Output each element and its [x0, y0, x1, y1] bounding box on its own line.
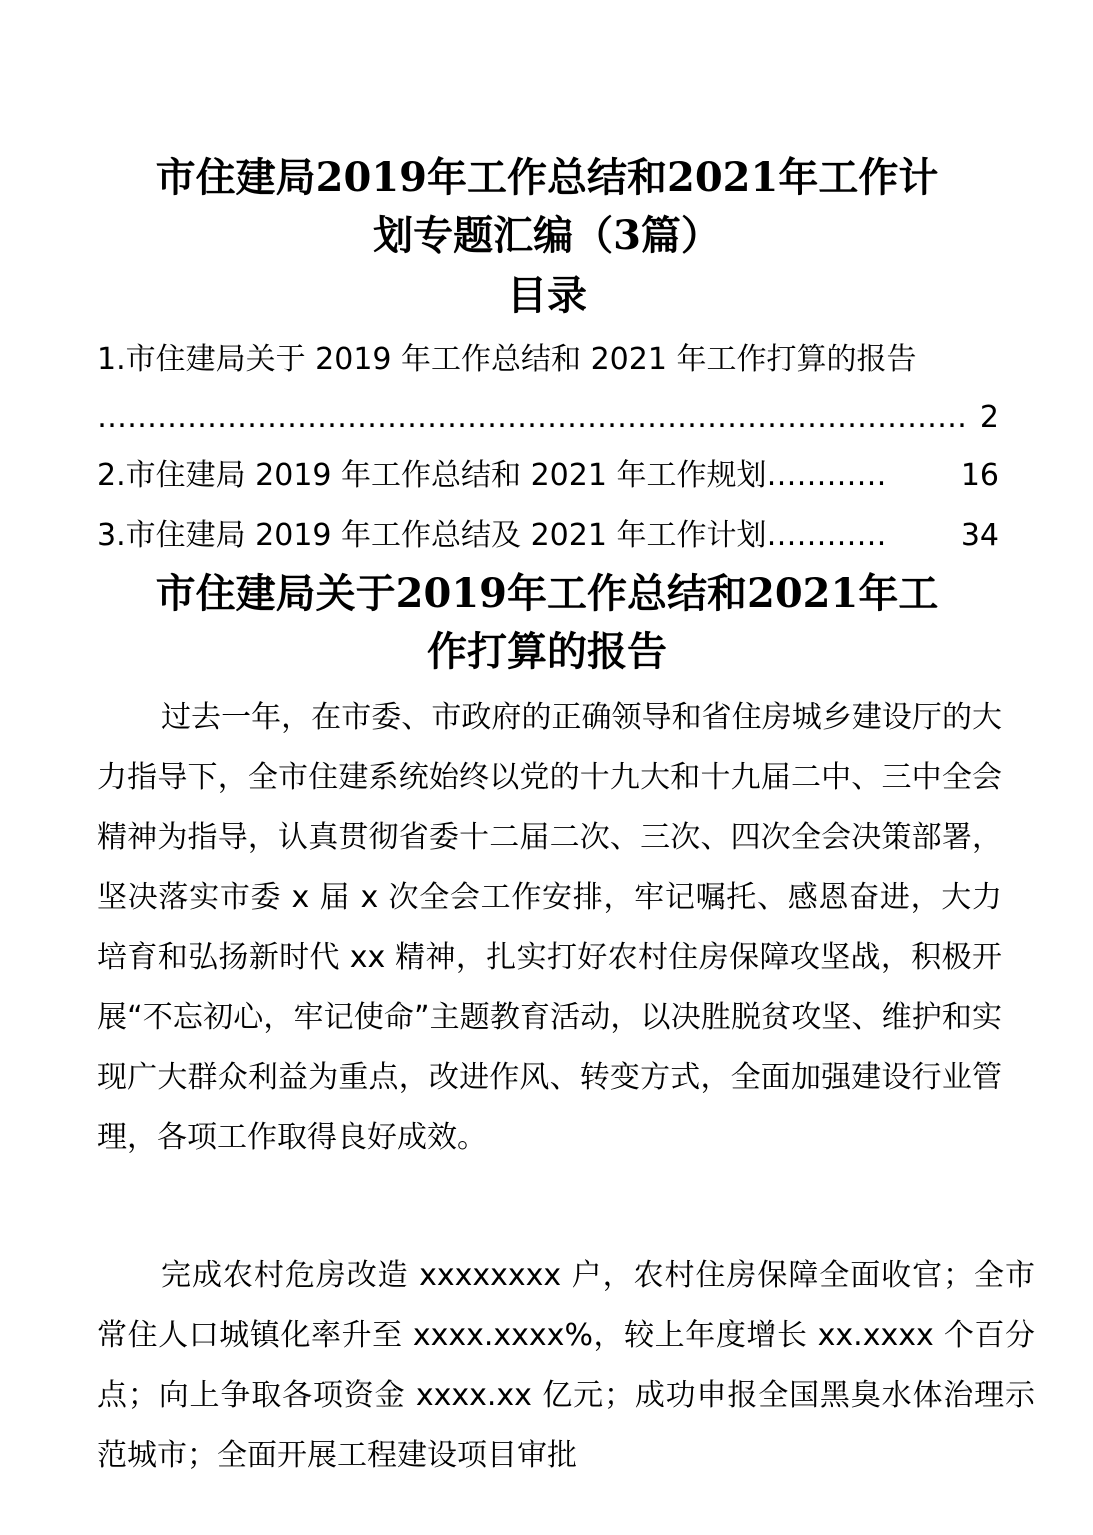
toc-entry-3[interactable] [97, 516, 999, 556]
body-paragraph-2: 完成农村危房改造 xxxxxxxx 户，农村住房保障全面收官；全市常住人口城镇化率升至 xxxx.xxxx%，较上年度增长 xx.xxxx 个百分点；向上争取各项资金 xxxx.xx 亿元；成功申报全国黑臭水体治理示范城市；全面开展工程建设项目审批 [97, 1258, 1035, 1473]
title-text: 篇） [640, 213, 721, 259]
compilation-title-line1 [97, 150, 997, 206]
toc-entry-label: 2.市住建局 2019 年工作总结和 2021 年工作规划 [97, 458, 767, 493]
title-text: 市住建局 [155, 155, 316, 201]
toc-page-number: 34 [960, 518, 999, 553]
toc-heading: 目录 [507, 273, 587, 319]
title-number: 3 [613, 212, 641, 259]
toc-page-number: 16 [960, 458, 999, 493]
title-text: 年工作总结和 [507, 571, 747, 617]
compilation-title-line2 [97, 208, 997, 264]
title-year: 2019 [315, 154, 427, 201]
toc-dots: ………… [766, 458, 887, 493]
title-text: 年工作总结和 [427, 155, 667, 201]
title-year: 2019 [395, 570, 507, 617]
toc-entry-1-title[interactable]: 1.市住建局关于 2019 年工作总结和 2021 年工作打算的报告 [97, 342, 917, 377]
toc-entry-1-leader[interactable] [97, 398, 999, 438]
toc-dots: ………… [766, 518, 887, 553]
body-paragraph-1: 过去一年，在市委、市政府的正确领导和省住房城乡建设厅的大力指导下，全市住建系统始终以党的十九大和十九届二中、三中全会精神为指导，认真贯彻省委十二届二次、三次、四次全会决策部署，坚决落实市委 x 届 x 次全会工作安排，牢记嘱托、感恩奋进，大力培育和弘扬新时代 xx 精神，扎实打好农村住房保障攻坚战，积极开展“不忘初心，牢记使命”主题教育活动，以决胜脱贫攻坚、维护和实现广大群众利益为重点，改进作风、转变方式，全面加强建设行业管理，各项工作取得良好成效。 [97, 700, 1002, 1155]
article-title-line1 [97, 566, 997, 622]
article-title-line2: 作打算的报告 [427, 629, 667, 675]
title-text: 市住建局关于 [155, 571, 396, 617]
toc-dots: …………………………………………………………………………… [97, 400, 967, 435]
title-year: 2021 [747, 570, 859, 617]
title-text: 年工 [858, 571, 939, 617]
title-year: 2021 [667, 154, 779, 201]
toc-entry-label: 3.市住建局 2019 年工作总结及 2021 年工作计划 [97, 518, 767, 553]
title-text: 划专题汇编（ [373, 213, 614, 259]
toc-entry-2[interactable] [97, 456, 999, 496]
toc-page-number: 2 [979, 400, 999, 435]
title-text: 年工作计 [778, 155, 939, 201]
